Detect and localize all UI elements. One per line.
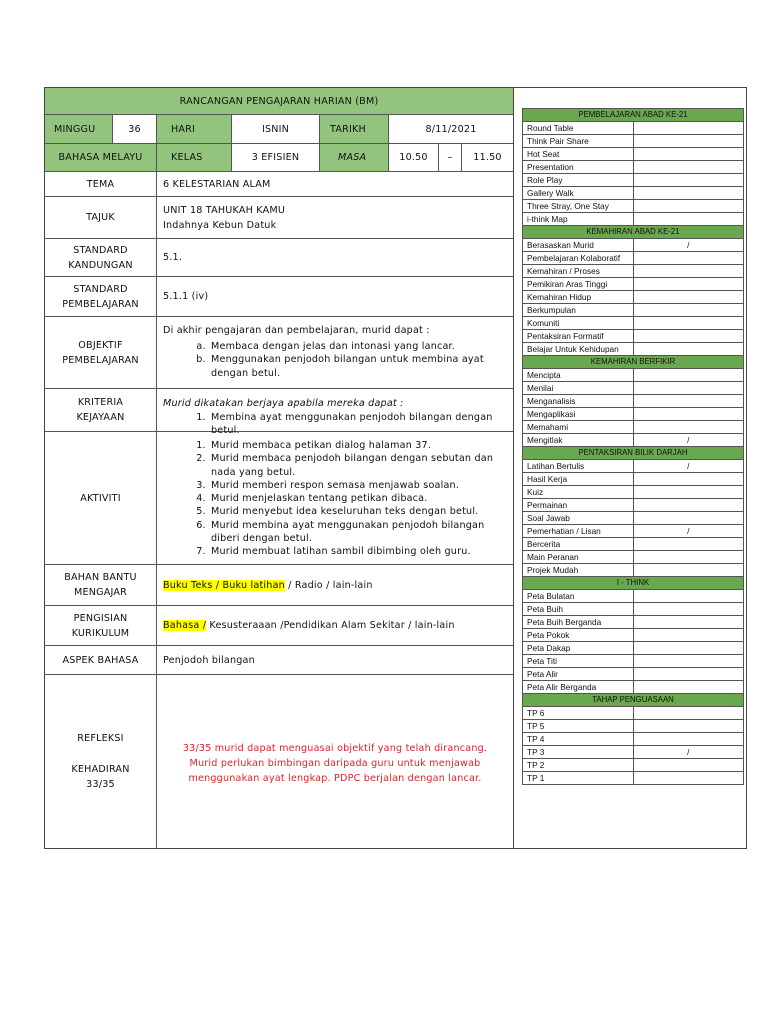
checklist-row — [523, 473, 744, 486]
checklist-row — [523, 239, 744, 252]
checklist-row — [523, 291, 744, 304]
checklist-mark — [633, 304, 744, 317]
checklist-item-label: Mencipta — [523, 369, 634, 382]
checklist-item-label: Memahami — [523, 421, 634, 434]
checklist-panel — [522, 108, 744, 785]
checklist-item-label: Peta Alir — [523, 668, 634, 681]
checklist-mark: / — [633, 434, 744, 447]
masa-start: 10.50 — [389, 144, 439, 171]
checklist-mark — [633, 408, 744, 421]
checklist-item-label: Hasil Kerja — [523, 473, 634, 486]
checklist-row — [523, 681, 744, 694]
checklist-mark — [633, 291, 744, 304]
checklist-item-label: Pemerhatian / Lisan — [523, 525, 634, 538]
checklist-item-label: Pentaksiran Formatif — [523, 330, 634, 343]
checklist-mark — [633, 278, 744, 291]
checklist-item-label: Berkumpulan — [523, 304, 634, 317]
checklist-row — [523, 252, 744, 265]
checklist-item-label: TP 4 — [523, 733, 634, 746]
checklist-row — [523, 720, 744, 733]
standard-pembelajaran-label — [45, 277, 157, 316]
checklist-mark — [633, 603, 744, 616]
checklist-mark — [633, 655, 744, 668]
aspek-value: Penjodoh bilangan — [163, 654, 255, 666]
aspek-label: ASPEK BAHASA — [45, 646, 157, 674]
aktiviti-item: 4. Murid menjelaskan tentang petikan dibaca. — [209, 492, 507, 505]
tajuk-value — [157, 197, 513, 238]
checklist-row — [523, 733, 744, 746]
checklist-row — [523, 304, 744, 317]
checklist-section-title: KEMAHIRAN ABAD KE-21 — [523, 226, 744, 239]
checklist-item-label: TP 6 — [523, 707, 634, 720]
checklist-mark — [633, 616, 744, 629]
objektif-row — [45, 317, 513, 389]
checklist-mark — [633, 135, 744, 148]
kriteria-label — [45, 389, 157, 431]
tema-label: TEMA — [45, 172, 157, 196]
refleksi-value — [157, 675, 513, 848]
checklist-row — [523, 135, 744, 148]
kelas-value: 3 EFISIEN — [232, 144, 320, 171]
kk-label-1: KRITERIA — [77, 397, 124, 408]
checklist-row — [523, 278, 744, 291]
kriteria-value — [157, 389, 513, 437]
checklist-mark — [633, 486, 744, 499]
checklist-section-title: KEMAHIRAN BERFIKIR — [523, 356, 744, 369]
checklist-mark — [633, 161, 744, 174]
checklist-item-label: Berasaskan Murid — [523, 239, 634, 252]
aktiviti-label: AKTIVITI — [45, 432, 157, 564]
kriteria-intro: Murid dikatakan berjaya apabila mereka dapat : — [163, 398, 404, 409]
pengisian-label — [45, 606, 157, 645]
checklist-row — [523, 499, 744, 512]
bahan-highlight: Buku Teks / Buku latihan — [163, 579, 285, 591]
checklist-row — [523, 551, 744, 564]
checklist-row — [523, 746, 744, 759]
objektif-item: b. Menggunakan penjodoh bilangan untuk membina ayat dengan betul. — [209, 353, 507, 380]
standard-kandungan-value: 5.1. — [163, 252, 183, 263]
standard-pembelajaran-row — [45, 277, 513, 317]
checklist-mark — [633, 759, 744, 772]
checklist-item-label: Mengitlak — [523, 434, 634, 447]
tajuk-row — [45, 197, 513, 239]
checklist-row — [523, 538, 744, 551]
checklist-row — [523, 382, 744, 395]
aspek-row — [45, 646, 513, 675]
checklist-row — [523, 395, 744, 408]
checklist-section-title: TAHAP PENGUASAAN — [523, 694, 744, 707]
checklist-mark — [633, 343, 744, 356]
checklist-mark: / — [633, 746, 744, 759]
checklist-row — [523, 655, 744, 668]
checklist-item-label: Presentation — [523, 161, 634, 174]
checklist-mark — [633, 122, 744, 135]
aktiviti-item: 2. Murid membaca penjodoh bilangan dengan sebutan dan nada yang betul. — [209, 452, 507, 479]
objektif-item: a. Membaca dengan jelas dan intonasi yang lancar. — [209, 340, 507, 353]
checklist-row — [523, 434, 744, 447]
checklist-row — [523, 265, 744, 278]
masa-end: 11.50 — [462, 144, 513, 171]
checklist-item-label: Permainan — [523, 499, 634, 512]
checklist-item-label: TP 3 — [523, 746, 634, 759]
checklist-item-label: Peta Buih Berganda — [523, 616, 634, 629]
checklist-item-label: Latihan Bertulis — [523, 460, 634, 473]
tajuk-line-1: UNIT 18 TAHUKAH KAMU — [163, 204, 286, 216]
checklist-section-title: I - THINK — [523, 577, 744, 590]
checklist-item-label: Pemikiran Aras Tinggi — [523, 278, 634, 291]
checklist-mark — [633, 733, 744, 746]
checklist-item-label: Role Play — [523, 174, 634, 187]
standard-kandungan-row — [45, 239, 513, 277]
checklist-table — [522, 108, 744, 785]
checklist-item-label: Mengaplikasi — [523, 408, 634, 421]
checklist-mark — [633, 213, 744, 226]
checklist-item-label: Komuniti — [523, 317, 634, 330]
checklist-mark — [633, 265, 744, 278]
refleksi-text: 33/35 murid dapat menguasai objektif yang telah dirancang. Murid perlukan bimbingan daripada guru untuk menjawab menggunakan ayat lengkap. PDPC berjalan dengan lancar. — [182, 743, 488, 784]
standard-kandungan-label — [45, 239, 157, 276]
tajuk-line-2: Indahnya Kebun Datuk — [163, 219, 277, 231]
sk-label-1: STANDARD — [73, 244, 128, 256]
checklist-item-label: Peta Alir Berganda — [523, 681, 634, 694]
refleksi-row — [45, 675, 513, 848]
bahan-label-2: MENGAJAR — [73, 587, 127, 598]
masa-dash: – — [439, 144, 462, 171]
minggu-value: 36 — [113, 115, 157, 143]
kriteria-item: 1. Membina ayat menggunakan penjodoh bilangan dengan betul. — [209, 411, 507, 438]
checklist-item-label: TP 5 — [523, 720, 634, 733]
checklist-item-label: Think Pair Share — [523, 135, 634, 148]
obj-label-2: PEMBELAJARAN — [62, 354, 139, 366]
hari-label: HARI — [157, 115, 232, 143]
checklist-item-label: Pembelajaran Kolaboratif — [523, 252, 634, 265]
week-row — [45, 115, 513, 144]
aktiviti-item: 1. Murid membaca petikan dialog halaman 37. — [209, 439, 507, 452]
aktiviti-item: 6. Murid membina ayat menggunakan penjodoh bilangan diberi dengan betul. — [209, 519, 507, 546]
checklist-mark — [633, 382, 744, 395]
standard-pembelajaran-value: 5.1.1 (iv) — [163, 291, 209, 302]
checklist-row — [523, 408, 744, 421]
checklist-mark — [633, 668, 744, 681]
checklist-mark — [633, 629, 744, 642]
checklist-row — [523, 707, 744, 720]
checklist-item-label: Kemahiran / Proses — [523, 265, 634, 278]
checklist-item-label: Menilai — [523, 382, 634, 395]
aktiviti-item: 5. Murid menyebut idea keseluruhan teks dengan betul. — [209, 505, 507, 518]
checklist-section-title: PEMBELAJARAN ABAD KE-21 — [523, 109, 744, 122]
checklist-section-header — [523, 356, 744, 369]
checklist-mark — [633, 252, 744, 265]
aktiviti-item: 3. Murid memberi respon semasa menjawab soalan. — [209, 479, 507, 492]
checklist-row — [523, 330, 744, 343]
pk-label-1: PENGISIAN — [73, 612, 128, 624]
checklist-mark — [633, 330, 744, 343]
checklist-row — [523, 642, 744, 655]
checklist-row — [523, 187, 744, 200]
pengisian-rest: Kesusteraaan /Pendidikan Alam Sekitar / lain-lain — [206, 620, 455, 631]
lesson-plan-table — [45, 88, 514, 848]
checklist-mark — [633, 642, 744, 655]
page-title: RANCANGAN PENGAJARAN HARIAN (BM) — [179, 95, 379, 107]
minggu-label: MINGGU — [45, 115, 113, 143]
kelas-label: KELAS — [157, 144, 232, 171]
checklist-section-header — [523, 694, 744, 707]
checklist-section-title: PENTAKSIRAN BILIK DARJAH — [523, 447, 744, 460]
checklist-mark — [633, 421, 744, 434]
checklist-item-label: i-think Map — [523, 213, 634, 226]
checklist-item-label: Soal Jawab — [523, 512, 634, 525]
checklist-section-header — [523, 447, 744, 460]
kehadiran-value: 33/35 — [86, 779, 115, 790]
checklist-item-label: Peta Pokok — [523, 629, 634, 642]
title-row — [45, 88, 513, 115]
checklist-item-label: Gallery Walk — [523, 187, 634, 200]
checklist-row — [523, 161, 744, 174]
checklist-mark: / — [633, 525, 744, 538]
subject-label: BAHASA MELAYU — [45, 144, 157, 171]
objektif-label — [45, 317, 157, 388]
checklist-item-label: Peta Titi — [523, 655, 634, 668]
checklist-row — [523, 564, 744, 577]
checklist-row — [523, 148, 744, 161]
checklist-row — [523, 174, 744, 187]
checklist-mark — [633, 473, 744, 486]
tema-value: 6 KELESTARIAN ALAM — [163, 178, 271, 190]
checklist-mark — [633, 772, 744, 785]
checklist-section-header — [523, 109, 744, 122]
pengisian-value — [157, 606, 513, 645]
checklist-item-label: Peta Dakap — [523, 642, 634, 655]
bahan-row — [45, 565, 513, 606]
checklist-row — [523, 616, 744, 629]
refleksi-title: REFLEKSI — [77, 733, 124, 744]
tajuk-label: TAJUK — [45, 197, 157, 238]
refleksi-label — [45, 675, 157, 848]
bahan-label — [45, 565, 157, 605]
checklist-row — [523, 603, 744, 616]
checklist-item-label: Hot Seat — [523, 148, 634, 161]
bahan-rest: / Radio / lain-lain — [284, 579, 373, 591]
checklist-mark — [633, 395, 744, 408]
kehadiran-label: KEHADIRAN — [71, 764, 130, 775]
objektif-intro: Di akhir pengajaran dan pembelajaran, murid dapat : — [163, 325, 430, 336]
checklist-section-header — [523, 577, 744, 590]
checklist-mark — [633, 187, 744, 200]
aktiviti-value — [157, 432, 513, 564]
checklist-mark — [633, 317, 744, 330]
checklist-mark — [633, 707, 744, 720]
checklist-row — [523, 512, 744, 525]
checklist-mark — [633, 551, 744, 564]
lesson-plan-page — [44, 87, 747, 849]
checklist-row — [523, 200, 744, 213]
checklist-row — [523, 421, 744, 434]
checklist-item-label: TP 1 — [523, 772, 634, 785]
checklist-section-header — [523, 226, 744, 239]
hari-value: ISNIN — [232, 115, 320, 143]
pengisian-row — [45, 606, 513, 646]
class-row — [45, 144, 513, 172]
checklist-row — [523, 629, 744, 642]
checklist-item-label: Peta Bulatan — [523, 590, 634, 603]
sp-label-1: STANDARD — [73, 283, 128, 295]
sp-label-2: PEMBELAJARAN — [62, 298, 139, 310]
checklist-row — [523, 122, 744, 135]
objektif-value — [157, 317, 513, 388]
checklist-row — [523, 317, 744, 330]
bahan-label-1: BAHAN BANTU — [64, 572, 137, 583]
checklist-row — [523, 772, 744, 785]
checklist-row — [523, 213, 744, 226]
tarikh-label: TARIKH — [320, 115, 389, 143]
checklist-item-label: Menganalisis — [523, 395, 634, 408]
checklist-mark — [633, 512, 744, 525]
obj-label-1: OBJEKTIF — [78, 339, 123, 351]
kriteria-row — [45, 389, 513, 437]
checklist-item-label: Main Peranan — [523, 551, 634, 564]
aktiviti-row — [45, 432, 513, 565]
checklist-mark — [633, 369, 744, 382]
checklist-item-label: Belajar Untuk Kehidupan — [523, 343, 634, 356]
tarikh-value: 8/11/2021 — [389, 115, 513, 143]
masa-label: MASA — [320, 144, 389, 171]
kk-label-2: KEJAYAAN — [76, 412, 125, 423]
checklist-item-label: Kemahiran Hidup — [523, 291, 634, 304]
checklist-item-label: Kuiz — [523, 486, 634, 499]
pk-label-2: KURIKULUM — [71, 627, 130, 639]
checklist-item-label: Projek Mudah — [523, 564, 634, 577]
checklist-mark — [633, 681, 744, 694]
checklist-item-label: Three Stray, One Stay — [523, 200, 634, 213]
checklist-mark — [633, 499, 744, 512]
checklist-item-label: Bercerita — [523, 538, 634, 551]
checklist-mark — [633, 720, 744, 733]
checklist-mark — [633, 148, 744, 161]
checklist-mark — [633, 538, 744, 551]
checklist-mark — [633, 590, 744, 603]
checklist-item-label: Peta Buih — [523, 603, 634, 616]
checklist-row — [523, 369, 744, 382]
checklist-item-label: Round Table — [523, 122, 634, 135]
checklist-row — [523, 668, 744, 681]
checklist-mark: / — [633, 239, 744, 252]
checklist-mark — [633, 174, 744, 187]
checklist-row — [523, 590, 744, 603]
checklist-mark — [633, 564, 744, 577]
sk-label-2: KANDUNGAN — [68, 259, 133, 271]
checklist-row — [523, 525, 744, 538]
checklist-row — [523, 460, 744, 473]
aktiviti-item: 7. Murid membuat latihan sambil dibimbing oleh guru. — [209, 545, 507, 558]
checklist-item-label: TP 2 — [523, 759, 634, 772]
checklist-row — [523, 343, 744, 356]
tema-row — [45, 172, 513, 197]
checklist-row — [523, 486, 744, 499]
checklist-mark — [633, 200, 744, 213]
pengisian-highlight: Bahasa / — [163, 620, 207, 631]
checklist-mark: / — [633, 460, 744, 473]
checklist-row — [523, 759, 744, 772]
bahan-value — [157, 565, 513, 605]
